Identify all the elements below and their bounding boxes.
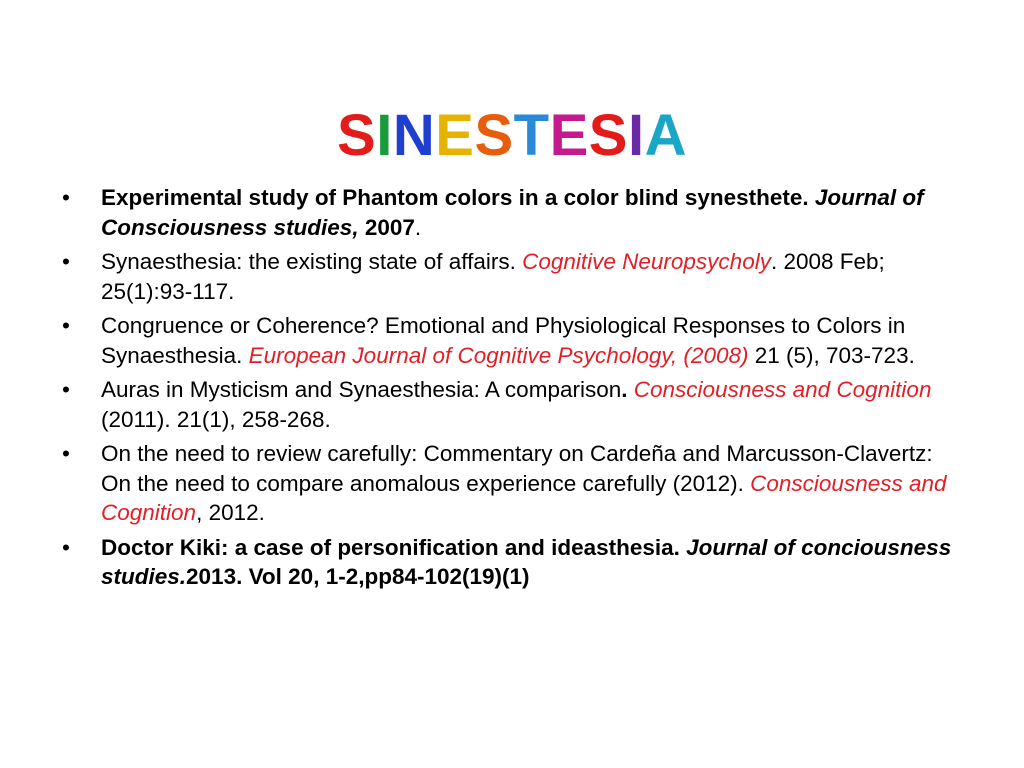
- reference-list: [62, 183, 962, 597]
- reference-text: (2011). 21(1), 258-268.: [101, 406, 331, 432]
- reference-text: . 2008 Feb; 25(1):93-117.: [101, 249, 885, 304]
- title-letter: I: [376, 102, 393, 168]
- bullet-icon: •: [62, 185, 70, 210]
- title-letter: T: [513, 102, 550, 168]
- title-letter: S: [474, 102, 514, 168]
- reference-item: [62, 533, 962, 592]
- title-letter: N: [392, 102, 436, 168]
- reference-item: [62, 183, 962, 242]
- reference-text: Auras in Mysticism and Synaesthesia: A comparison: [101, 377, 622, 402]
- reference-text: 2007: [358, 214, 415, 240]
- reference-item: [62, 311, 962, 370]
- reference-text: Consciousness and Cognition: [101, 470, 947, 525]
- reference-text: 21 (5), 703-723.: [748, 342, 915, 368]
- bullet-icon: •: [62, 313, 70, 338]
- bullet-icon: •: [62, 377, 70, 402]
- title-letter: E: [549, 102, 589, 168]
- reference-text: Synaesthesia: the existing state of affairs.: [101, 249, 523, 274]
- title-letter: S: [588, 102, 628, 168]
- reference-text: .: [621, 377, 634, 402]
- reference-item: [62, 375, 962, 434]
- reference-item: [62, 247, 962, 306]
- reference-text: European Journal of Cognitive Psychology, (2008): [248, 342, 749, 368]
- bullet-icon: •: [62, 441, 70, 466]
- reference-text: Congruence or Coherence? Emotional and Physiological Responses to Colors in Synaesthesia.: [101, 313, 906, 368]
- title-letter: S: [337, 102, 377, 168]
- reference-text: Doctor Kiki: a case of personification and ideasthesia.: [101, 534, 687, 560]
- reference-text: Consciousness and Cognition: [633, 377, 932, 402]
- title-letter: A: [644, 102, 687, 168]
- slide-title: [0, 101, 1024, 171]
- title-letter: I: [627, 102, 645, 168]
- reference-text: 2013. Vol 20, 1-2,pp84-102(19)(1): [186, 564, 530, 589]
- reference-text: On the need to review carefully: Commentary on Cardeña and Marcusson-Clavertz: On the need to compare anomalous experience carefully (2012).: [101, 441, 933, 496]
- reference-text: Journal of conciousness studies.: [101, 534, 952, 589]
- reference-text: , 2012.: [196, 500, 265, 525]
- reference-text: Journal of Consciousness studies,: [101, 185, 924, 240]
- reference-text: Experimental study of Phantom colors in a color blind synesthete.: [101, 185, 815, 210]
- bullet-icon: •: [62, 249, 70, 274]
- bullet-icon: •: [62, 534, 70, 560]
- reference-text: Cognitive Neuropsycholy: [522, 249, 771, 274]
- reference-item: [62, 439, 962, 528]
- reference-text: .: [414, 214, 422, 240]
- title-letter: E: [435, 102, 475, 168]
